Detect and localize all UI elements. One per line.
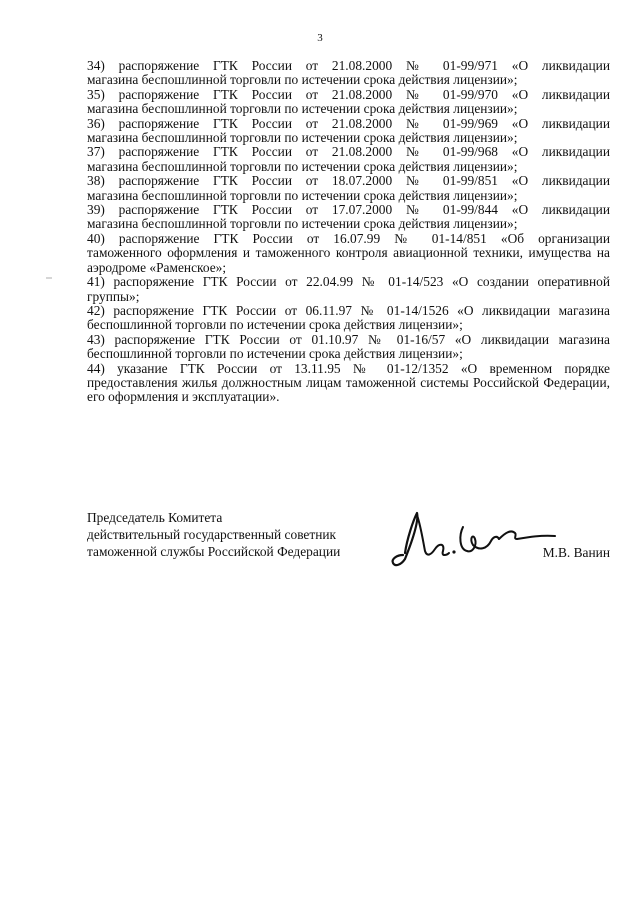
list-item-continuation: таможенного оформления и таможенного контроля авиационной техники, имущества на аэродроме «Раменское»; bbox=[87, 245, 610, 275]
list-item-continuation: магазина беспошлинной торговли по истечении срока действия лицензии»; bbox=[87, 72, 518, 88]
list-item-first-line: 42) распоряжение ГТК России от 06.11.97 № 01-14/1526 «О ликвидации магазина bbox=[87, 302, 610, 318]
list-item-first-line: 36) распоряжение ГТК России от 21.08.2000 № 01-99/969 «О ликвидации bbox=[87, 115, 610, 131]
list-item-first-line: 40) распоряжение ГТК России от 16.07.99 № 01-14/851 «Об организации bbox=[87, 230, 610, 246]
list-item bbox=[87, 232, 610, 275]
list-item-continuation: беспошлинной торговли по истечении срока действия лицензии»; bbox=[87, 317, 463, 333]
list-item bbox=[87, 275, 610, 304]
list-item-continuation: группы»; bbox=[87, 288, 140, 304]
list-item-continuation: магазина беспошлинной торговли по истечении срока действия лицензии»; bbox=[87, 130, 518, 146]
list-item-continuation: магазина беспошлинной торговли по истечении срока действия лицензии»; bbox=[87, 158, 518, 174]
signature-block bbox=[87, 509, 610, 569]
signatory-title-line-2: действительный государственный советник bbox=[87, 527, 337, 542]
list-item bbox=[87, 333, 610, 362]
margin-mark bbox=[46, 266, 52, 268]
page-number: 3 bbox=[317, 32, 323, 44]
list-item-first-line: 38) распоряжение ГТК России от 18.07.2000 № 01-99/851 «О ликвидации bbox=[87, 173, 610, 189]
list-item bbox=[87, 59, 610, 88]
list-item bbox=[87, 203, 610, 232]
list-item-continuation: предоставления жилья должностным лицам таможенной системы Российской Федерации, его оформления и эксплуатации». bbox=[87, 374, 610, 405]
list-item bbox=[87, 145, 610, 174]
list-item-continuation: беспошлинной торговли по истечении срока действия лицензии»; bbox=[87, 346, 463, 362]
signatory-title bbox=[87, 509, 387, 560]
list-item bbox=[87, 88, 610, 117]
repealed-documents-list bbox=[87, 59, 610, 405]
list-item-first-line: 39) распоряжение ГТК России от 17.07.2000 № 01-99/844 «О ликвидации bbox=[87, 202, 610, 218]
list-item bbox=[87, 174, 610, 203]
list-item-first-line: 35) распоряжение ГТК России от 21.08.2000 № 01-99/970 «О ликвидации bbox=[87, 86, 610, 102]
list-item-first-line: 41) распоряжение ГТК России от 22.04.99 № 01-14/523 «О создании оперативной bbox=[87, 274, 610, 290]
list-item-continuation: магазина беспошлинной торговли по истечении срока действия лицензии»; bbox=[87, 101, 518, 117]
list-item-first-line: 34) распоряжение ГТК России от 21.08.2000 № 01-99/971 «О ликвидации bbox=[87, 58, 610, 73]
signatory-title-line-3: таможенной службы Российской Федерации bbox=[87, 544, 341, 559]
list-item-continuation: магазина беспошлинной торговли по истечении срока действия лицензии»; bbox=[87, 187, 518, 203]
handwritten-signature bbox=[383, 509, 559, 571]
list-item-continuation: магазина беспошлинной торговли по истечении срока действия лицензии»; bbox=[87, 216, 518, 232]
list-item-first-line: 37) распоряжение ГТК России от 21.08.2000 № 01-99/968 «О ликвидации bbox=[87, 144, 610, 160]
list-item bbox=[87, 304, 610, 333]
list-item bbox=[87, 362, 610, 405]
list-item-first-line: 43) распоряжение ГТК России от 01.10.97 № 01-16/57 «О ликвидации магазина bbox=[87, 331, 610, 347]
list-item-first-line: 44) указание ГТК России от 13.11.95 № 01-12/1352 «О временном порядке bbox=[87, 360, 610, 376]
signatory-title-line-1: Председатель Комитета bbox=[87, 510, 223, 525]
list-item bbox=[87, 117, 610, 146]
signatory-name: М.В. Ванин bbox=[542, 545, 610, 560]
